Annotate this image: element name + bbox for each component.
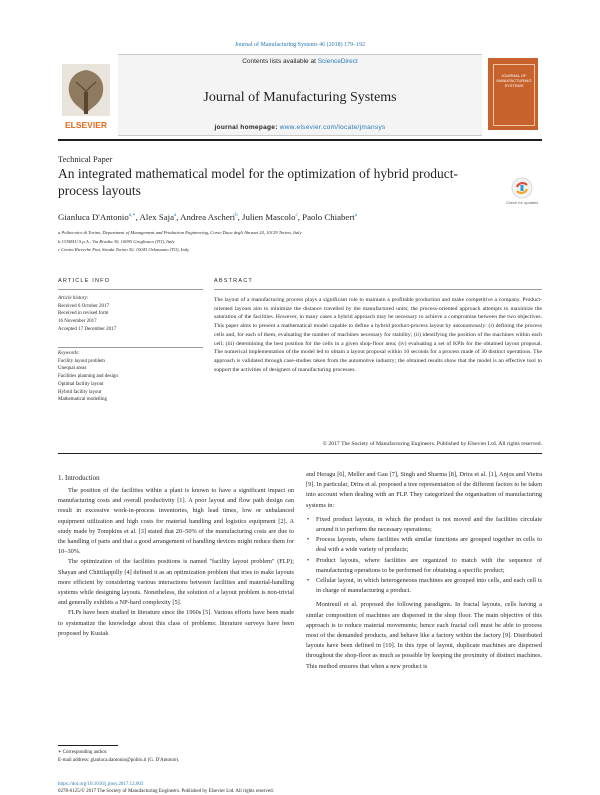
author-affil-mark: a: [173, 213, 177, 219]
body-column-left: [58, 486, 294, 639]
homepage-link[interactable]: www.elsevier.com/locate/jmansys: [279, 124, 386, 131]
author-affil-mark: a: [354, 213, 357, 219]
author-name[interactable]: Gianluca D'Antonio: [58, 212, 129, 222]
issn-copyright-line: 0278-6125/© 2017 The Society of Manufacturing Engineers. Published by Elsevier Ltd. All rights reserved.: [58, 789, 274, 794]
author-affil-mark: a,∗: [128, 213, 136, 219]
layout-types-list: [306, 515, 542, 597]
body-column-right: [306, 470, 542, 672]
cover-frame: [493, 64, 535, 126]
author-affil-mark: c: [295, 213, 298, 219]
history-label: Article history:: [58, 296, 89, 301]
list-item: • Fixed product layouts, in which the product is not moved and the facilities circulate around it to perform the necessary operations;: [316, 515, 542, 535]
author-affil-mark: b: [235, 213, 238, 219]
list-item: • Process layouts, where facilities with similar functions are grouped together in cells to deal with a wide variety of products;: [316, 535, 542, 555]
section-rule: [58, 453, 542, 454]
history-item: Received 6 October 2017: [58, 303, 109, 309]
header-rule: [58, 139, 542, 141]
keywords: [58, 350, 118, 404]
divider: [214, 289, 542, 290]
keyword-item: Facility layout problem: [58, 358, 105, 364]
doi-link[interactable]: https://doi.org/10.1016/j.jmsy.2017.12.003: [58, 782, 144, 787]
author-name[interactable]: Alex Saja: [139, 212, 174, 222]
journal-reference[interactable]: Journal of Manufacturing Systems 46 (2018) 179–192: [234, 42, 366, 48]
body-paragraph: and Heragu [6], Meller and Gau [7], Singh and Sharma [8], Drira et al. [1], Anjos and Vieira [9]. In particular, Drira et al. proposed a tree representation of the different factors to be taken into account when dealing with an FLP. They categorized the organisation of manufacturing systems in:: [306, 471, 542, 509]
elsevier-wordmark: ELSEVIER: [64, 120, 108, 130]
body-paragraph: The optimization of the facilities positions is named "facility layout problem" (FLP); Shayan and Chittilappilly [4] defined it as an optimization problem that tries to make layouts more efficient by considering various interactions between facilities and material-handling systems while designing layouts. Nonetheless, the solution of a layout problem is non-trivial and generally exhibits a NP-hard complexity [5].: [58, 558, 294, 607]
keyword-item: Mathematical modelling: [58, 397, 108, 403]
check-for-updates-label[interactable]: Check for updates: [505, 200, 539, 205]
history-item: Received in revised form: [58, 311, 109, 317]
divider: [58, 289, 203, 290]
sciencedirect-link[interactable]: ScienceDirect: [317, 58, 358, 65]
cover-title: JOURNAL OF MANUFACTURING SYSTEMS: [496, 73, 532, 88]
keywords-label: Keywords:: [58, 351, 80, 356]
affiliation-item: b COMAU S.p.A., Via Rivalta 30, 10095 Grugliasco (TO), Italy: [58, 238, 175, 244]
list-item: • Cellular layout, in which heterogeneous machines are grouped into cells, and each cell is in charge of manufacturing a product.: [316, 576, 542, 596]
history-item: 16 November 2017: [58, 319, 97, 325]
body-paragraph: FLPs have been studied in literature since the 1960s [5]. Various efforts have been made to systematize the knowledge about this class of problems: literature surveys have been proposed by Kusiak: [58, 609, 294, 637]
body-paragraph: The position of the facilities within a plant is known to have a significant impact on manufacturing costs and overall productivity [1]. A poor layout and flow path design can result in excessive work-in-process inventories, high lead times, low or unbalanced equipment utilization and high costs for material handling and logistics equipment [2]. A study made by Tompkins et al. [3] stated that 20–50% of the manufacturing costs are due to the handling of parts and that a good arrangement of handling devices might reduce them for 10–30%.: [58, 487, 294, 556]
author-list: Gianluca D'Antonio$^{a,∗}$, Alex Saja$^a$, Andrea Ascheri$^b$, Julien Mascolo$^c$, Paolo Chiabert$^a$: [58, 212, 357, 222]
section-heading-introduction: 1. Introduction: [58, 474, 100, 482]
article-type: Technical Paper: [58, 154, 113, 164]
corresponding-author-note: ∗ Corresponding author.: [58, 750, 108, 755]
email-note[interactable]: E-mail address: gianluca.dantonio@polito.it (G. D'Antonio).: [58, 757, 180, 763]
affiliation-item: a Politecnico di Torino, Department of Management and Production Engineering, Corso Duca degli Abruzzi 24, 10129 Torino, Italy: [58, 230, 302, 235]
keyword-item: Unequal areas: [58, 366, 87, 372]
homepage-line: journal homepage: www.elsevier.com/locate/jmansys: [214, 124, 386, 131]
affiliations: [58, 229, 302, 255]
check-for-updates-icon[interactable]: [505, 176, 539, 212]
article-title: An integrated mathematical model for the optimization of hybrid product-process layouts: [58, 166, 459, 198]
footnote-rule: [58, 745, 118, 746]
contents-line: Contents lists available at ScienceDirect: [242, 58, 358, 65]
author-name[interactable]: Julien Mascolo: [242, 212, 296, 222]
list-item: • Product layouts, where facilities are organized to match with the sequence of manufacturing operations to be performed for obtaining a specific product;: [316, 556, 542, 576]
journal-cover-image: [488, 58, 538, 130]
abstract-copyright: © 2017 The Society of Manufacturing Engineers. Published by Elsevier Ltd. All rights reserved.: [322, 441, 542, 447]
article-history: [58, 295, 116, 334]
article-info-heading: ARTICLE INFO: [58, 278, 111, 284]
keyword-item: Hybrid facility layout: [58, 389, 102, 395]
body-paragraph: Montreuil et al. proposed the following paradigms. In fractal layouts, cells having a similar composition of machines are dispersed in the shop floor. The main objective of this approach is to reduce material movements; hence each fractal cell must be able to process most of the demanded products, and behave like a factory within the factory [9]. Distributed layouts have been defined in [10]. In this type of layout, duplicate machines are dispersed throughout the shop-floor as much as possible by keeping the proximity of distinct machines. This method ensures that when a new product is: [306, 601, 542, 670]
footnotes: [58, 749, 179, 764]
journal-title: Journal of Manufacturing Systems: [203, 90, 397, 105]
keyword-item: Optimal facility layout: [58, 381, 104, 387]
divider: [58, 347, 203, 348]
author-name[interactable]: Andrea Ascheri: [180, 212, 236, 222]
abstract-heading: ABSTRACT: [214, 278, 253, 284]
author-name[interactable]: Paolo Chiabert: [302, 212, 355, 222]
history-item: Accepted 17 December 2017: [58, 326, 117, 332]
abstract-text: The layout of a manufacturing process plays a significant role to maintain a profitable production and make competitive a company. Product-oriented layouts aim to minimize the distance travelled by the manufactured units; the process-oriented approach attempts to maximize the saturation of the facilities. However, in many cases a hybrid approach may be necessary to achieve a compromise between the two objectives. This paper aims to present a mathematical model capable to define a hybrid product-process layout by autonomously: (i) defining the process cells and, for each of them, evaluating the number of machines necessary for stability; (ii) identifying the position of the machines within each cell; (iii) determining the best position for the cells in a given shop-floor area; (iv) evaluating a set of KPIs for the obtained layout proposal. The numerical implementation of the model led to obtain a layout proposal within 10 seconds for a process made of 30 distinct operations. The approach is validated through case-studies taken from the automotive industry; the obtained results show that the model is an effective tool to support the activities of designers of manufacturing processes.: [214, 297, 542, 373]
affiliation-item: c Centro Ricerche Fiat, Strada Torino 50, 10043 Orbassano (TO), Italy: [58, 247, 190, 252]
keyword-item: Facilities planning and design: [58, 374, 118, 380]
